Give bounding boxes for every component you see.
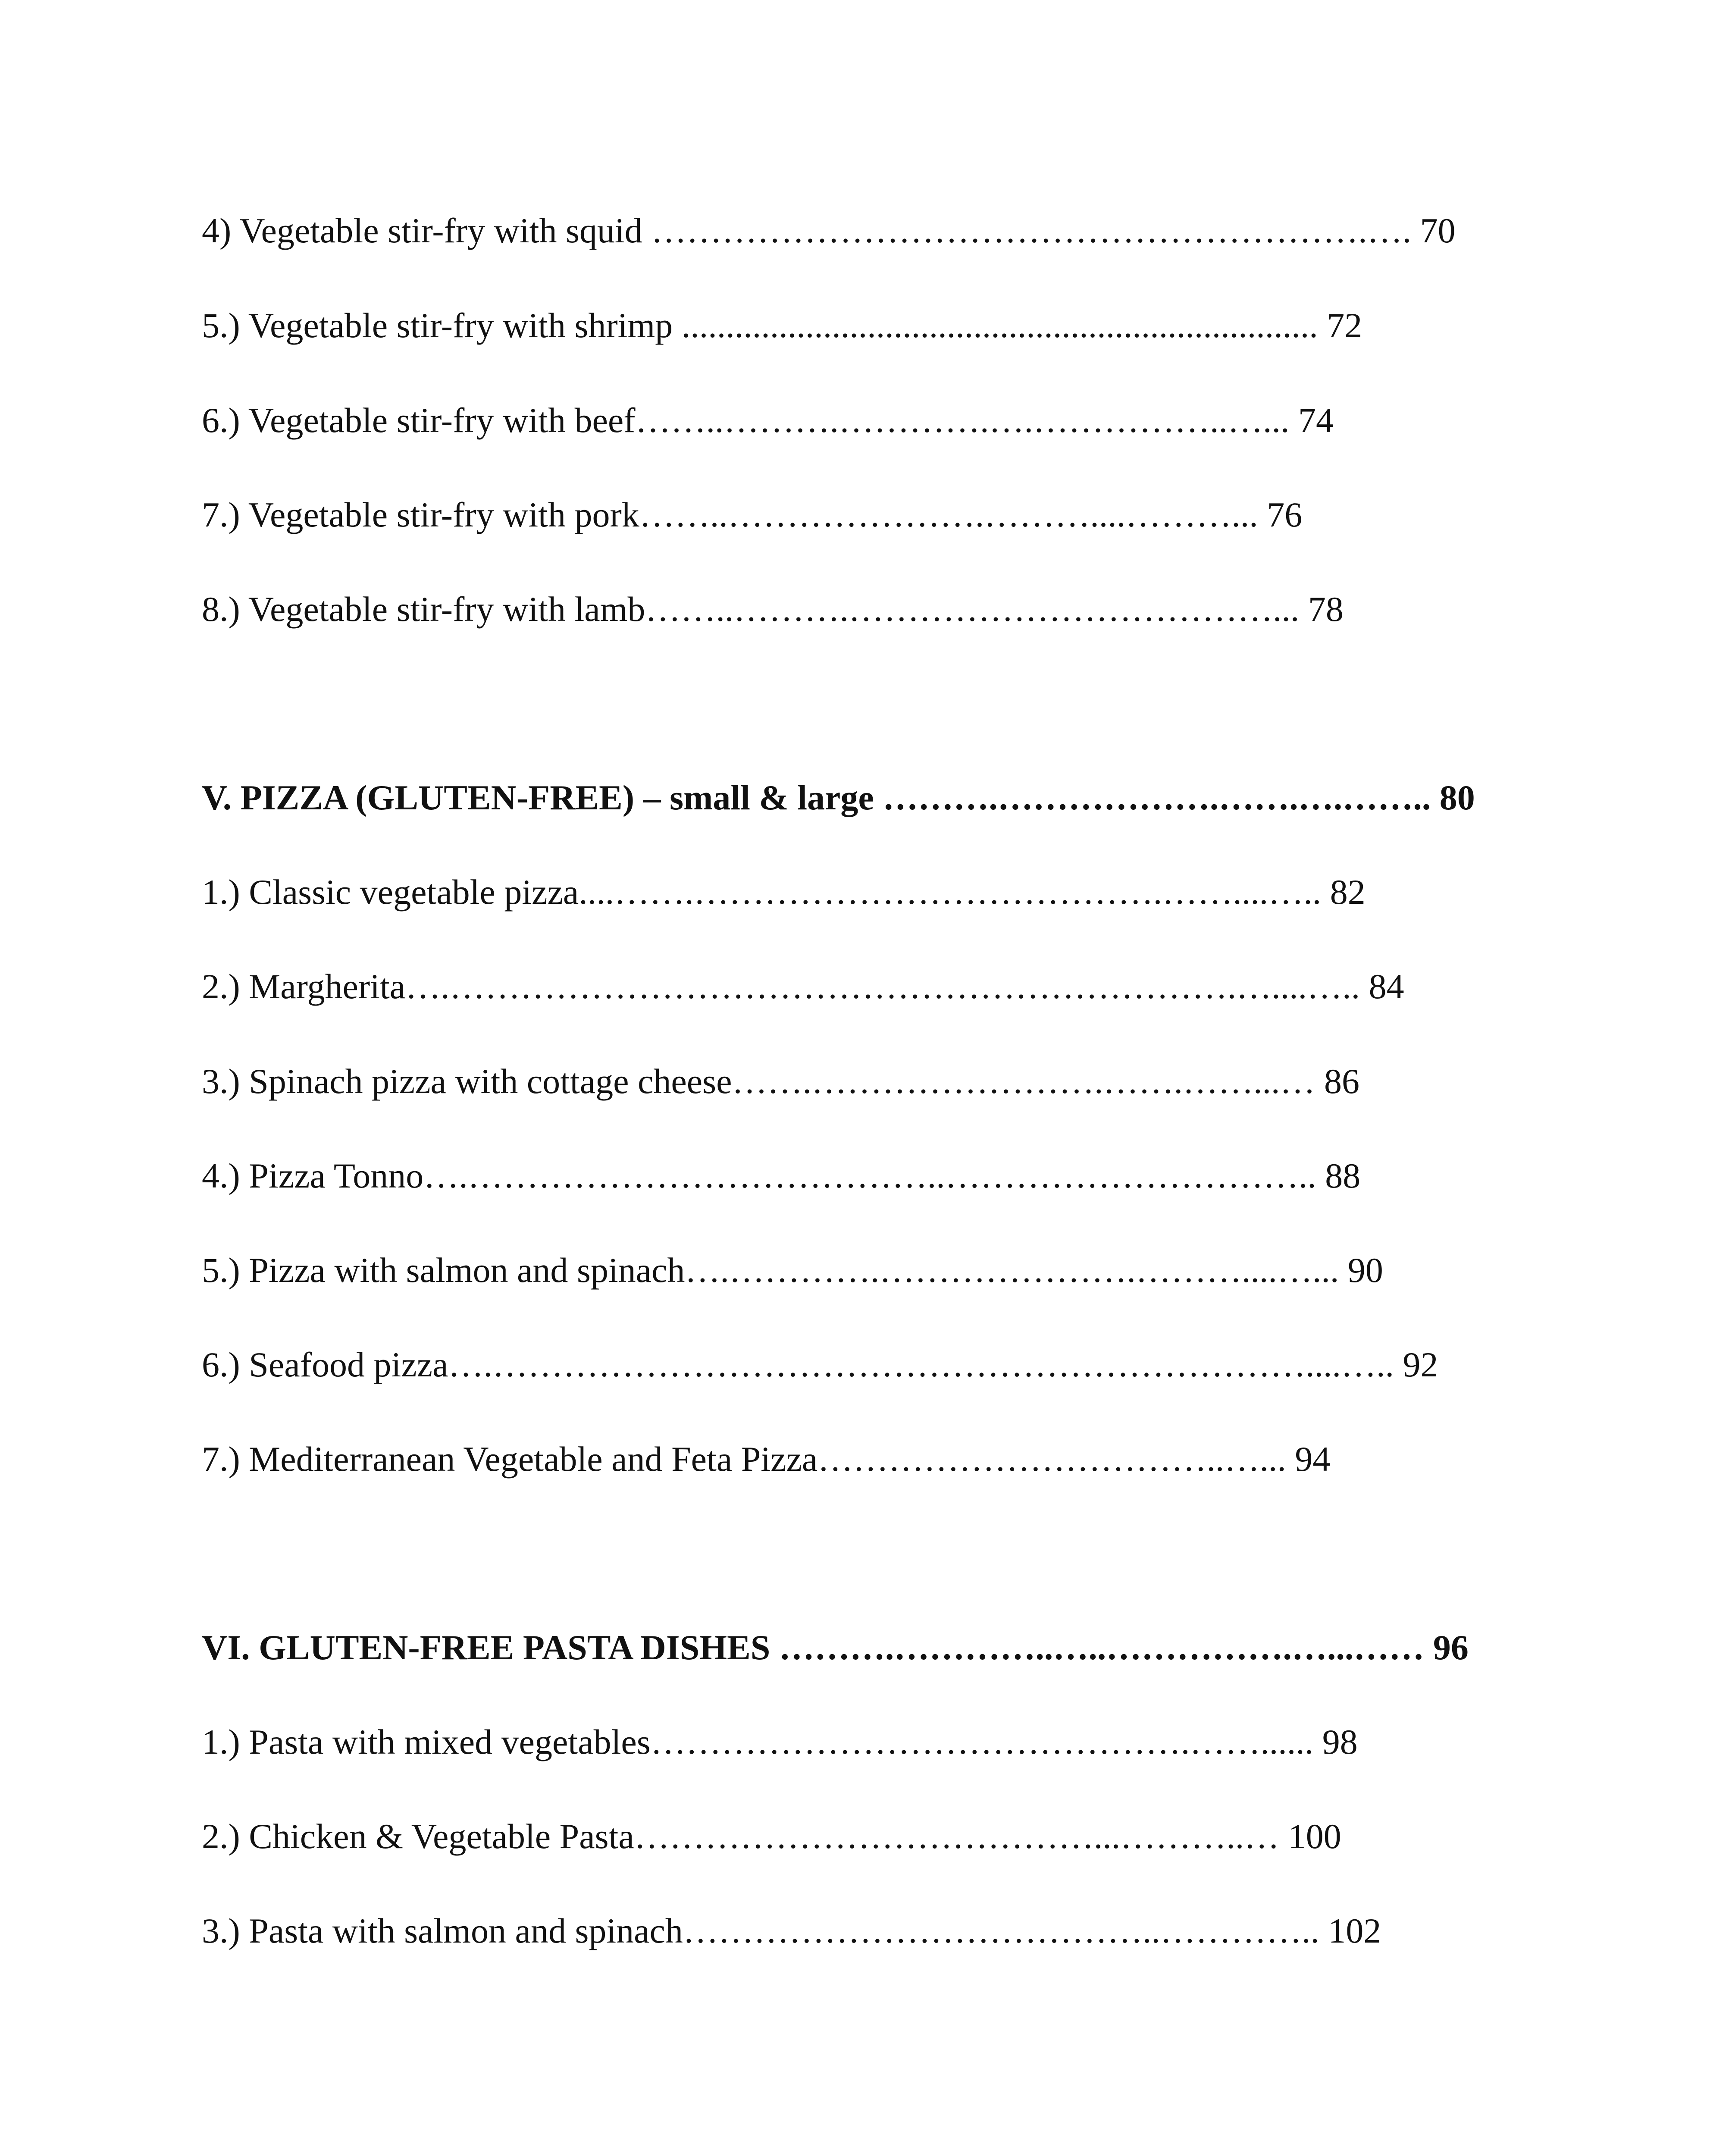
toc-entry: 3.) Spinach pizza with cottage cheese…….…………………….…….……...… 86 [202, 1062, 1359, 1101]
section-heading: VI. GLUTEN-FREE PASTA DISHES ……….…………..…..…………….…...…… 96 [202, 1628, 1469, 1667]
toc-entry: 1.) Classic vegetable pizza....…….………………………………….……....….. 82 [202, 872, 1366, 912]
toc-entry: 5.) Vegetable stir-fry with shrimp ........................................................................ 72 [202, 306, 1362, 345]
toc-entry: 3.) Pasta with salmon and spinach…………………………………..………….. 102 [202, 1911, 1381, 1950]
toc-entry: 6.) Seafood pizza….……………………………………………………………....….. 92 [202, 1345, 1438, 1384]
toc-entry: 5.) Pizza with salmon and spinach….………….………………….………....…... 90 [202, 1250, 1383, 1290]
toc-entry: 8.) Vegetable stir-fry with lamb……..……….………………………………... 78 [202, 589, 1344, 629]
section-heading: V. PIZZA (GLUTEN-FREE) – small & large ……….……………….…….….…….. 80 [202, 778, 1475, 817]
toc-entry: 7.) Vegetable stir-fry with pork……..………………….………....………... 76 [202, 495, 1303, 534]
toc-entry: 6.) Vegetable stir-fry with beef……..……….………….….……………..…... 74 [202, 401, 1334, 440]
toc-entry: 7.) Mediterranean Vegetable and Feta Pizza……………………………..…... 94 [202, 1439, 1331, 1479]
toc-entry: 4) Vegetable stir-fry with squid …………………………………………………….…. 70 [202, 211, 1456, 250]
toc-entry: 2.) Margherita….………………………………………………………….…....….. 84 [202, 967, 1404, 1006]
toc-entry: 4.) Pizza Tonno….…………………………………..………………………….. 88 [202, 1156, 1361, 1195]
toc-entry: 1.) Pasta with mixed vegetables……………………………………….……...... 98 [202, 1722, 1358, 1761]
toc-entry: 2.) Chicken & Vegetable Pasta…………………………………...………..… 100 [202, 1817, 1341, 1856]
